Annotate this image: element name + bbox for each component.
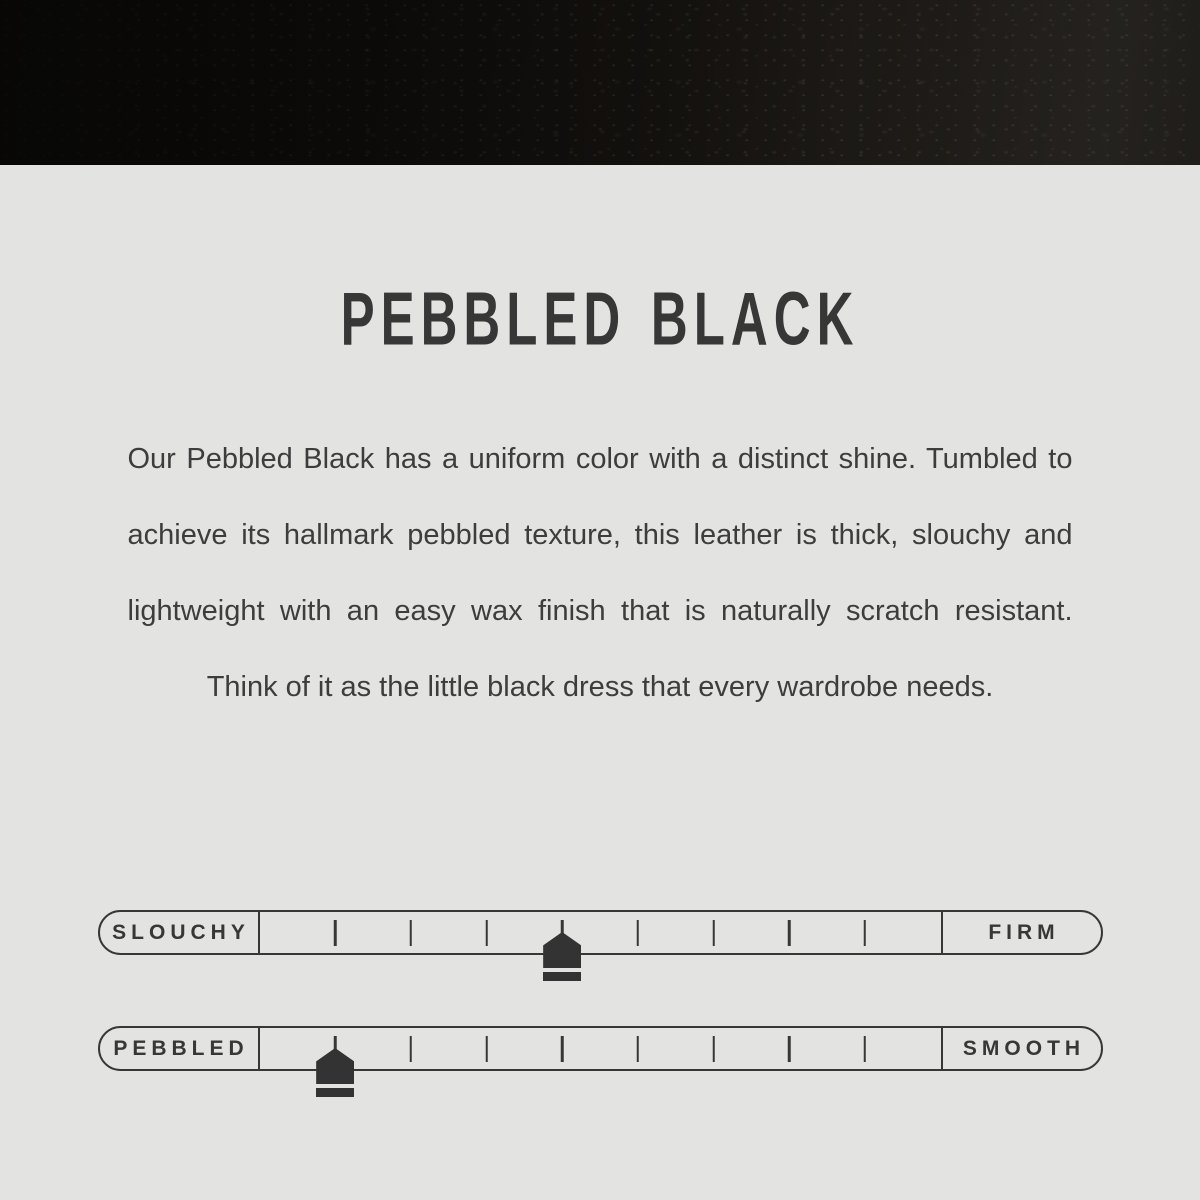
- scale-right-label: SMOOTH: [941, 1028, 1101, 1069]
- tick-mark: [485, 920, 488, 946]
- scale-track: [260, 1028, 941, 1069]
- scale-right-label: FIRM: [941, 912, 1101, 953]
- tick-mark: [410, 1036, 413, 1062]
- tick-mark: [334, 920, 337, 946]
- tick-mark: [637, 1036, 640, 1062]
- marker-base: [316, 1088, 354, 1097]
- tick-mark: [788, 1036, 791, 1062]
- tick-mark: [410, 920, 413, 946]
- scale-marker: [316, 1048, 354, 1097]
- marker-head: [316, 1048, 354, 1084]
- product-description: Our Pebbled Black has a uniform color with a distinct shine. Tumbled to achieve its hallmark pebbled texture, this leather is thick, slouchy and lightweight with an easy wax finish that is naturally scratch resistant. Think of it as the little black dress that every wardrobe needs.: [127, 443, 1073, 703]
- slouchy-firm-scale: [98, 910, 1103, 955]
- scale-left-label: SLOUCHY: [100, 912, 260, 953]
- tick-mark: [864, 1036, 867, 1062]
- tick-mark: [864, 920, 867, 946]
- tick-mark: [712, 1036, 715, 1062]
- scale-track: [260, 912, 941, 953]
- scale-left-label: PEBBLED: [100, 1028, 260, 1069]
- tick-mark: [712, 920, 715, 946]
- marker-head: [543, 932, 581, 968]
- tick-mark: [788, 920, 791, 946]
- tick-mark: [637, 920, 640, 946]
- page-title: PEBBLED BLACK: [340, 277, 860, 361]
- pebbled-smooth-scale: [98, 1026, 1103, 1071]
- marker-base: [543, 972, 581, 981]
- tick-mark: [485, 1036, 488, 1062]
- tick-mark: [561, 1036, 564, 1062]
- scale-marker: [543, 932, 581, 981]
- leather-texture-image: [0, 0, 1200, 165]
